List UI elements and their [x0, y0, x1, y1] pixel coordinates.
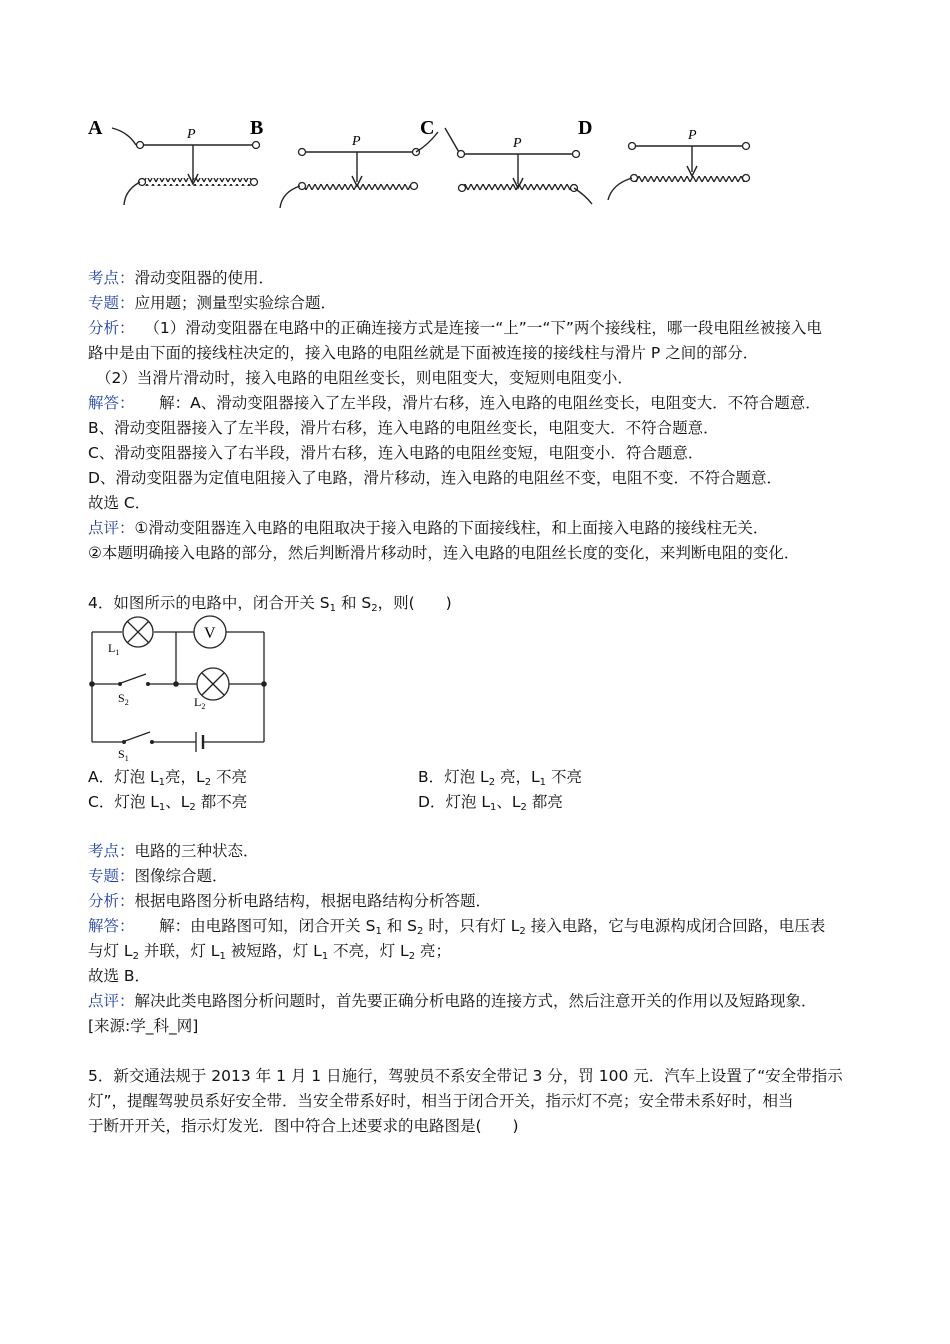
panel-label-d: D — [578, 117, 593, 139]
svg-text:L2: $L_2$ — [194, 695, 206, 711]
q4-jieda-line3: 故选 B． — [88, 967, 151, 985]
q4-kaodian: 考点：电路的三种状态． — [88, 842, 259, 860]
q4-fenxi: 分析：根据电路图分析电路结构，根据电路结构分析答题． — [88, 892, 492, 910]
lamp-l1-icon — [123, 617, 153, 647]
switch-s2-icon — [118, 674, 150, 686]
zhuanti-text: 应用题；测量型实验综合题． — [134, 294, 337, 312]
q4-source: [来源:学_科_网] — [88, 1017, 199, 1035]
fenxi-text-1: （1）滑动变阻器在电路中的正确连接方式是连接一“上”一“下”两个接线柱，哪一段电阻丝被接入电 — [144, 319, 822, 337]
panel-b — [250, 117, 438, 208]
switch-s1-icon — [122, 732, 154, 744]
battery-icon — [196, 732, 203, 752]
lamp-l2-icon — [197, 668, 229, 700]
panel-a — [88, 117, 260, 205]
q5-stem-line2: 灯”，提醒驾驶员系好安全带．当安全带系好时，相当于闭合开关，指示灯不亮；安全带未系好时，相当 — [88, 1092, 794, 1110]
rheostat-figure — [0, 0, 950, 220]
q3-jieda-line5: 故选 C． — [88, 494, 151, 512]
q3-jieda-line2: B、滑动变阻器接入了左半段，滑片右移，连入电路的电阻丝变长，电阻变大．不符合题意． — [88, 419, 719, 437]
dianping-text-1: ①滑动变阻器连入电路的电阻取决于接入电路的下面接线柱，和上面接入电路的接线柱无关． — [134, 519, 769, 537]
q4-circuit-diagram — [84, 612, 274, 762]
q5-stem-line3: 于断开开关，指示灯发光．图中符合上述要求的电路图是( ) — [88, 1117, 519, 1135]
q3-jieda-line3: C、滑动变阻器接入了右半段，滑片右移，连入电路的电阻丝变短，电阻变小．符合题意． — [88, 444, 704, 462]
q4-stem: 4．如图所示的电路中，闭合开关 $S_1$ 和 $S_2$，则( ) — [88, 594, 452, 614]
q4-option-c[interactable]: C．灯泡 $L_1$、$L_2$ 都不亮 — [88, 793, 248, 813]
q3-dianping-line2: ②本题明确接入电路的部分，然后判断滑片移动时，连入电路的电阻丝长度的变化，来判断电阻的变化． — [88, 544, 800, 562]
q4-dianping: 点评：解决此类电路图分析问题时，首先要正确分析电路的连接方式，然后注意开关的作用以及短路现象． — [88, 992, 817, 1010]
q4-jieda-line1: 解答： 解：由电路图可知，闭合开关 $S_1$ 和 $S_2$ 时，只有灯 $L_2$ 接入电路，它与电源构成闭合回路，电压表 — [88, 917, 826, 937]
panel-d — [578, 117, 750, 200]
q3-jieda-line1: 解答： 解：A、滑动变阻器接入了左半段，滑片右移，连入电路的电阻丝变长，电阻变大．不符合题意． — [88, 394, 821, 412]
q4-jieda-line2: 与灯 $L_2$ 并联，灯 $L_1$ 被短路，灯 $L_1$ 不亮，灯 $L_2$ 亮； — [88, 942, 452, 962]
q3-dianping-line1: 点评：①滑动变阻器连入电路的电阻取决于接入电路的下面接线柱，和上面接入电路的接线柱无关． — [88, 519, 769, 537]
q3-fenxi-line3: （2）当滑片滑动时，接入电路的电阻丝变长，则电阻变大，变短则电阻变小． — [96, 369, 633, 387]
kaodian-text: 滑动变阻器的使用． — [134, 269, 275, 287]
slider-label-d: P — [688, 128, 697, 143]
q5-stem-line1: 5．新交通法规于 2013 年 1 月 1 日施行，驾驶员不系安全带记 3 分，罚 100 元．汽车上设置了“安全带指示 — [88, 1067, 843, 1085]
svg-text:S1: $S_1$ — [118, 747, 129, 762]
q3-jieda-line4: D、滑动变阻器为定值电阻接入了电路，滑片移动，连入电路的电阻丝不变，电阻不变．不符合题意． — [88, 469, 782, 487]
panel-label-a: A — [88, 117, 103, 139]
slider-label-b: P — [352, 134, 361, 149]
jieda-label: 解答 — [88, 394, 120, 412]
voltmeter-label: V — [204, 625, 216, 642]
q4-option-b[interactable]: B．灯泡 $L_2$ 亮，$L_1$ 不亮 — [418, 768, 582, 788]
q3-fenxi-line1: 分析： （1）滑动变阻器在电路中的正确连接方式是连接一“上”一“下”两个接线柱，哪一段电阻丝被接入电 — [88, 319, 822, 337]
fenxi-label: 分析 — [88, 319, 120, 337]
kaodian-label: 考点 — [88, 269, 120, 287]
q3-fenxi-line2: 路中是由下面的接线柱决定的，接入电路的电阻丝就是下面被连接的接线柱与滑片 P 之间的部分． — [88, 344, 759, 362]
svg-text:L1: $L_1$ — [108, 641, 120, 657]
voltmeter-icon — [194, 616, 226, 648]
q4-option-d[interactable]: D．灯泡 $L_1$、$L_2$ 都亮 — [418, 793, 563, 813]
jieda-text-1: 解：A、滑动变阻器接入了左半段，滑片右移，连入电路的电阻丝变长，电阻变大．不符合题意． — [159, 394, 821, 412]
panel-label-b: B — [250, 117, 264, 139]
slider-label-a: P — [187, 127, 196, 142]
q4-number: 4． — [88, 594, 114, 612]
panel-label-c: C — [420, 117, 435, 139]
q3-zhuanti: 专题：应用题；测量型实验综合题． — [88, 294, 337, 312]
q3-kaodian: 考点：滑动变阻器的使用． — [88, 269, 275, 287]
svg-text:S2: $S_2$ — [118, 691, 129, 707]
q4-zhuanti: 专题：图像综合题． — [88, 867, 228, 885]
zhuanti-label: 专题 — [88, 294, 120, 312]
dianping-label: 点评 — [88, 519, 120, 537]
q4-option-a[interactable]: A．灯泡 $L_1$亮，$L_2$ 不亮 — [88, 768, 247, 788]
slider-label-c: P — [513, 136, 522, 151]
panel-c — [420, 117, 592, 204]
